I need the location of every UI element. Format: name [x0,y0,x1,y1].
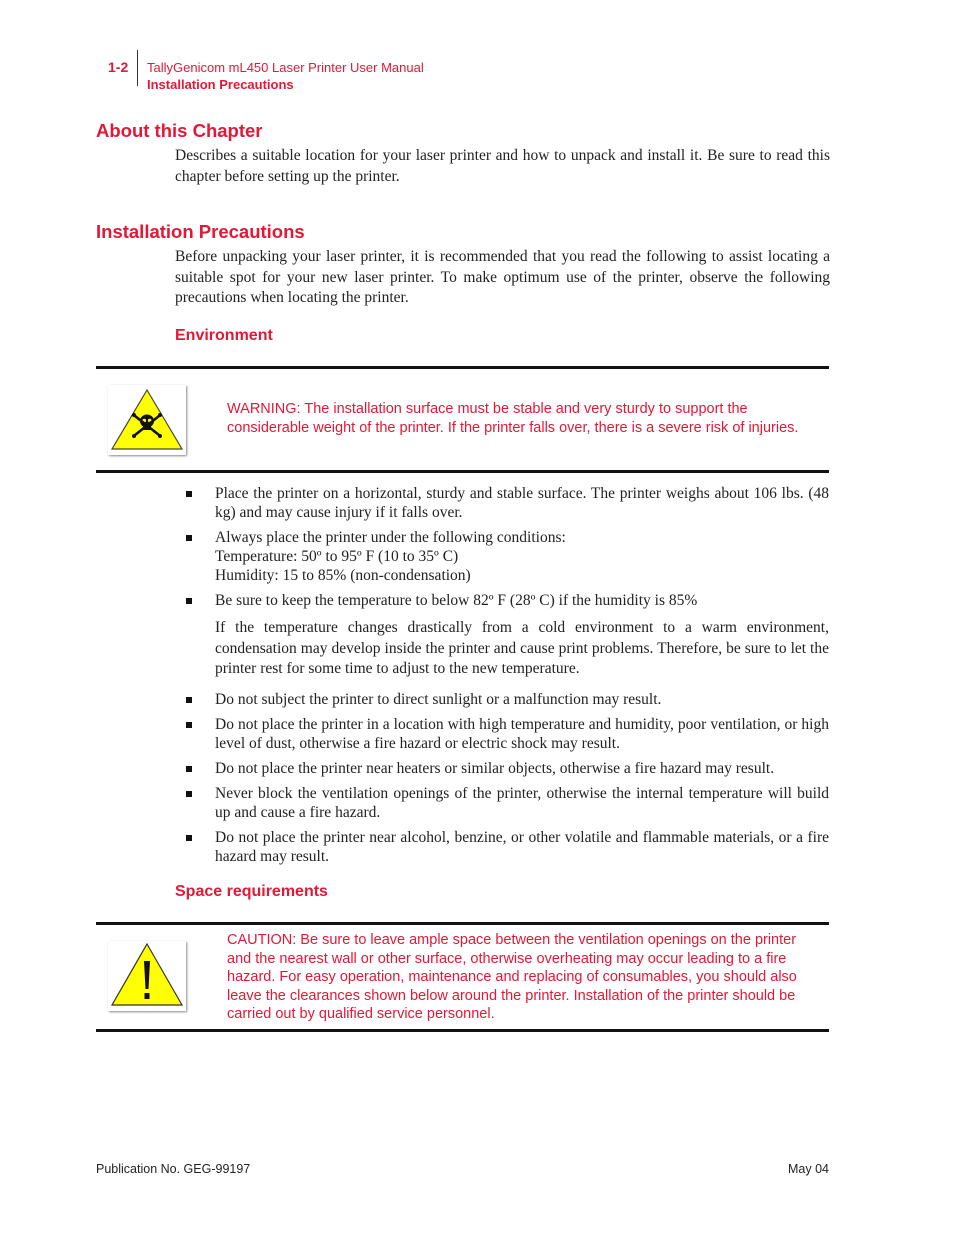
section-title: Installation Precautions [147,77,294,92]
humidity-condition: Humidity: 15 to 85% (non-condensation) [215,567,471,584]
caution-notice [96,922,829,1032]
bullet-square-icon [186,598,192,604]
footer-publication: Publication No. GEG-99197 [96,1162,251,1176]
environment-heading: Environment [175,327,273,344]
list-item: Be sure to keep the temperature to below 82º F (28º C) if the humidity is 85% [186,591,829,610]
manual-title: TallyGenicom mL450 Laser Printer User Manual [147,60,424,75]
bullet-square-icon [186,766,192,772]
precautions-intro: Before unpacking your laser printer, it is recommended that you read the following to assist locating a suitable spot for your new laser printer. To make optimum use of the printer, observe the following precautions when locating the printer. [175,248,830,306]
bullet-square-icon [186,535,192,541]
list-item: Do not place the printer near heaters or similar objects, otherwise a fire hazard may result. [186,759,829,778]
list-item: Never block the ventilation openings of the printer, otherwise the internal temperature will build up and cause a fire hazard. [186,784,829,822]
list-item: Do not subject the printer to direct sunlight or a malfunction may result. [186,690,829,709]
header-titles [147,59,424,93]
bullet-square-icon [186,491,192,497]
about-heading: About this Chapter [96,120,263,141]
bullet-square-icon [186,835,192,841]
bullet-square-icon [186,722,192,728]
environment-bullet-list [186,484,829,872]
page-number: 1-2 [108,59,129,75]
about-text: Describes a suitable location for your laser printer and how to unpack and install it. Be sure to read this chapter before setting up the printer. [175,147,830,185]
warning-notice [96,366,829,473]
skull-crossbones-warning-icon [108,385,186,455]
warning-text: WARNING: The installation surface must be stable and very sturdy to support the considerable weight of the printer. If the printer falls over, there is a severe risk of injuries. [227,401,799,436]
caution-text: CAUTION: Be sure to leave ample space between the ventilation openings on the printer and the nearest wall or other surface, otherwise overheating may occur leading to a fire hazard. For easy operation, maintenance and replacing of consumables, you should also leave the clearances shown below around the printer. Installation of the printer should be carried out by qualified service personnel. [227,932,797,1022]
list-item: Do not place the printer near alcohol, benzine, or other volatile and flammable materials, or a fire hazard may result. [186,828,829,866]
header-divider [137,50,138,86]
exclamation-warning-icon [108,941,186,1011]
bullet-square-icon [186,791,192,797]
list-item: Always place the printer under the following conditions: Temperature: 50º to 95º F (10 to 35º C) Humidity: 15 to 85% (non-condensation) [186,528,829,585]
footer-date: May 04 [788,1162,829,1176]
bullet-square-icon [186,697,192,703]
temperature-condition: Temperature: 50º to 95º F (10 to 35º C) [215,548,459,565]
precautions-heading: Installation Precautions [96,221,305,242]
list-item: Do not place the printer in a location with high temperature and humidity, poor ventilation, or high level of dust, otherwise a fire hazard or electric shock may result. [186,715,829,753]
list-item: Place the printer on a horizontal, sturdy and stable surface. The printer weighs about 106 lbs. (48 kg) and may cause injury if it falls over. [186,484,829,522]
space-heading: Space requirements [175,883,328,900]
condensation-note: If the temperature changes drastically from a cold environment to a warm environment, condensation may develop inside the printer and cause print problems. Therefore, be sure to let the printer rest for some time to adjust to the new temperature. [215,619,829,677]
